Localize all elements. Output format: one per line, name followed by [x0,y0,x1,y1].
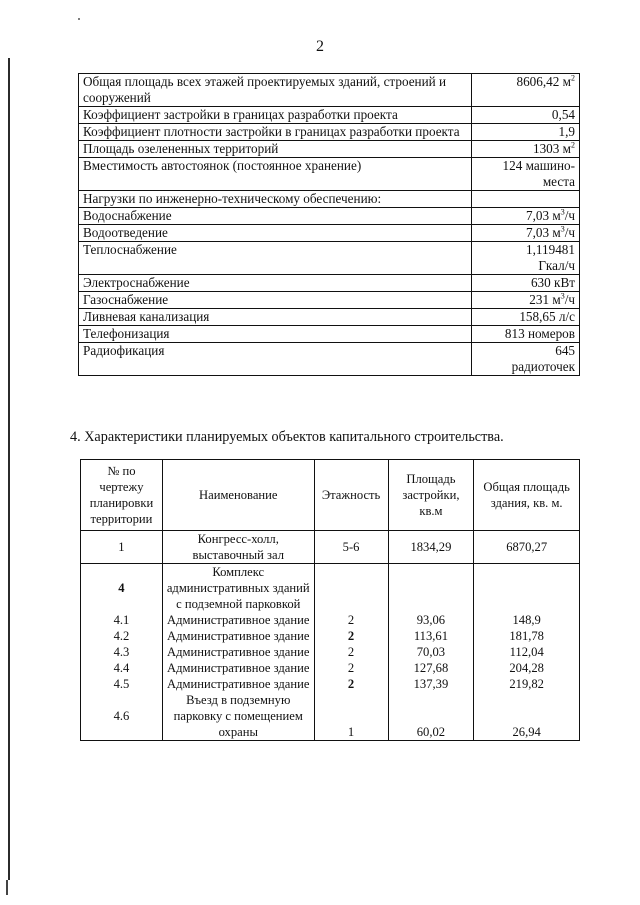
scan-speck [78,18,80,20]
cell-area: 70,03 [388,644,474,660]
cell-area: 60,02 [388,692,474,741]
table-row [79,309,580,326]
cell-area [388,564,474,613]
cell-num: 4 [81,564,163,613]
param-value: 0,54 [472,107,580,124]
table-row [79,275,580,292]
cell-floors: 2 [314,676,388,692]
header-cell: Площадь застройки, кв.м [388,460,474,531]
param-label: Водоотведение [79,225,472,242]
cell-num: 4.3 [81,644,163,660]
table-row [81,628,580,644]
table-row [79,292,580,309]
binding-mark [8,58,10,880]
cell-area: 93,06 [388,612,474,628]
cell-total: 148,9 [474,612,580,628]
cell-num: 4.2 [81,628,163,644]
cell-floors: 5-6 [314,531,388,564]
table-row [81,564,580,613]
cell-total: 204,28 [474,660,580,676]
param-label: Радиофикация [79,343,472,376]
param-value: 124 машино-места [472,158,580,191]
cell-floors: 2 [314,660,388,676]
cell-floors: 2 [314,612,388,628]
header-cell: № по чертежу планировки территории [81,460,163,531]
header-cell: Общая площадь здания, кв. м. [474,460,580,531]
param-label: Электроснабжение [79,275,472,292]
cell-name: Административное здание [162,660,314,676]
cell-total [474,564,580,613]
param-label: Площадь озелененных территорий [79,141,472,158]
cell-num: 4.6 [81,692,163,741]
cell-total: 6870,27 [474,531,580,564]
cell-name: Административное здание [162,644,314,660]
cell-floors [314,564,388,613]
param-value: 1303 $м^2$ [472,141,580,158]
table-row [81,612,580,628]
table-header-row [81,460,580,531]
cell-num: 1 [81,531,163,564]
cell-floors: 1 [314,692,388,741]
cell-area: 127,68 [388,660,474,676]
cell-total: 219,82 [474,676,580,692]
cell-total: 181,78 [474,628,580,644]
header-cell: Наименование [162,460,314,531]
table-row [79,74,580,107]
param-value: 1,9 [472,124,580,141]
cell-name: Въезд в подземную парковку с помещением охраны [162,692,314,741]
cell-area: 137,39 [388,676,474,692]
param-value [472,191,580,208]
param-label: Коэффициент плотности застройки в границах разработки проекта [79,124,472,141]
table-row [79,158,580,191]
param-value: 7,03 $м^3/ч$ [472,208,580,225]
param-value: 158,65 л/с [472,309,580,326]
cell-total: 112,04 [474,644,580,660]
cell-name: Конгресс-холл, выставочный зал [162,531,314,564]
param-value: 8606,42 $м^2$ [472,74,580,107]
cell-total: 26,94 [474,692,580,741]
param-value: 813 номеров [472,326,580,343]
param-value: 7,03 $м^3/ч$ [472,225,580,242]
param-label: Нагрузки по инженерно-техническому обеспечению: [79,191,472,208]
cell-num: 4.5 [81,676,163,692]
table-row [81,692,580,741]
binding-mark-lower [6,880,8,895]
parameters-table [78,73,580,376]
table-row [79,141,580,158]
cell-num: 4.1 [81,612,163,628]
cell-floors: 2 [314,628,388,644]
table-row [81,676,580,692]
param-value: 231 $м^3/ч$ [472,292,580,309]
param-label: Телефонизация [79,326,472,343]
cell-area: 1834,29 [388,531,474,564]
table-row [81,531,580,564]
cell-name: Административное здание [162,628,314,644]
table-row [79,107,580,124]
table-row [81,644,580,660]
param-label: Ливневая канализация [79,309,472,326]
table-row [79,242,580,275]
section-heading: 4. Характеристики планируемых объектов капитального строительства. [70,429,504,445]
param-value: 630 кВт [472,275,580,292]
cell-name: Административное здание [162,612,314,628]
objects-table [80,459,580,741]
param-value: 1,119481 Гкал/ч [472,242,580,275]
param-label: Газоснабжение [79,292,472,309]
param-label: Общая площадь всех этажей проектируемых зданий, строений и сооружений [79,74,472,107]
table-row [79,208,580,225]
param-label: Теплоснабжение [79,242,472,275]
param-value: 645 радиоточек [472,343,580,376]
cell-floors: 2 [314,644,388,660]
cell-name: Комплекс административных зданий с подземной парковкой [162,564,314,613]
table-row [81,660,580,676]
cell-area: 113,61 [388,628,474,644]
header-cell: Этажность [314,460,388,531]
table-row [79,191,580,208]
cell-name: Административное здание [162,676,314,692]
param-label: Водоснабжение [79,208,472,225]
page-number: 2 [316,38,324,55]
param-label: Вместимость автостоянок (постоянное хранение) [79,158,472,191]
param-label: Коэффициент застройки в границах разработки проекта [79,107,472,124]
table-row [79,343,580,376]
cell-num: 4.4 [81,660,163,676]
table-row [79,326,580,343]
table-row [79,225,580,242]
table-row [79,124,580,141]
